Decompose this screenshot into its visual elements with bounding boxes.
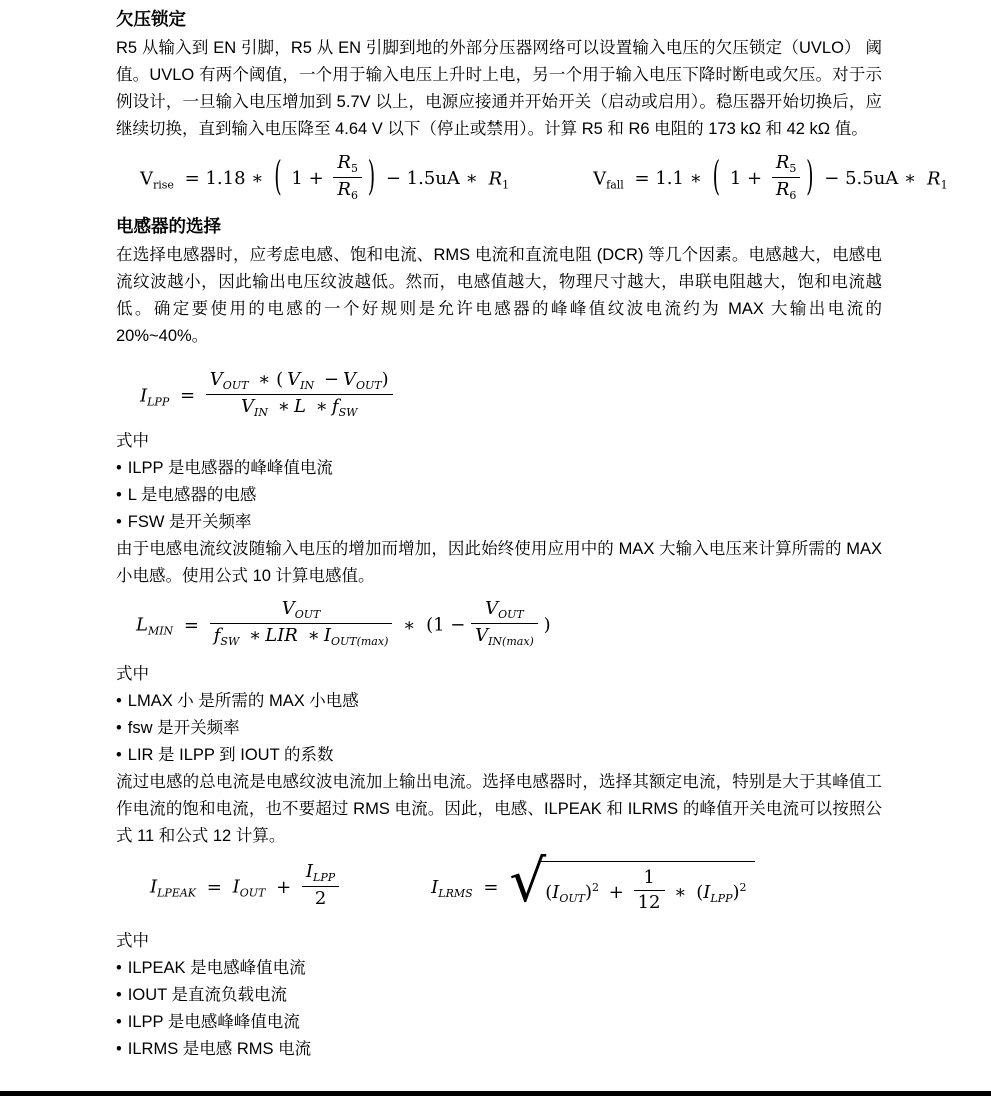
math-token: LIR [265, 625, 298, 647]
math-token: − 1.5uA ∗ [385, 168, 478, 190]
formula-lmin-row [136, 599, 882, 652]
math-token: LRMS [438, 886, 473, 900]
where-label-2: 式中 [116, 665, 149, 684]
list-item-text: fsw 是开关频率 [127, 719, 240, 738]
math-token: L [293, 395, 306, 417]
list-item [116, 982, 882, 1009]
list-item [116, 715, 882, 742]
list-item-text: IOUT 是直流负载电流 [127, 985, 287, 1004]
bullet-marker: • [116, 692, 122, 711]
math-token: I [552, 881, 560, 903]
math-token: I [431, 876, 439, 898]
bullet-marker: • [116, 985, 122, 1004]
math-token: I [305, 861, 314, 883]
math-fraction [772, 151, 801, 204]
math-token: 12 [634, 890, 665, 915]
math-token: IN(max) [488, 635, 534, 649]
math-token: OUT(max) [330, 635, 389, 649]
bullet-marker: • [116, 746, 122, 765]
math-token: V [281, 598, 295, 620]
math-token: V [287, 368, 301, 390]
math-fraction [333, 151, 362, 204]
math-token: OUT [355, 378, 382, 392]
inductor-paragraph-1: 在选择电感器时，应考虑电感、饱和电流、RMS 电流和直流电阻 (DCR) 等几个因素。电感越大，电感电流纹波越小，因此输出电压纹波越低。然而，电感值越大，物理尺寸越大，串联电阻越大，饱和电流越低。确定要使用的电感的一个好规则是允许电感器的峰峰值纹波电流约为 MAX 大输出电流的 20%~40%。 [116, 245, 882, 345]
bullet-marker: • [116, 1039, 122, 1058]
math-token [471, 597, 538, 623]
math-token: V [475, 625, 489, 647]
math-token [471, 623, 538, 650]
math-token: SW [220, 635, 240, 649]
formula-vfall [593, 153, 947, 206]
section-inductor-title: 电感器的选择 [116, 215, 221, 236]
math-token: ∗ [315, 395, 328, 417]
list-item-text: L 是电感器的电感 [127, 486, 257, 505]
math-fraction [210, 597, 393, 650]
inductor-list-1 [116, 455, 882, 536]
math-token: ) [806, 154, 814, 201]
math-token: − 5.5uA ∗ [824, 168, 917, 190]
inductor-paragraph-3: 流过电感的总电流是电感纹波电流加上输出电流。选择电感器时，选择其额定电流，特别是大于其峰值工作电流的饱和电流，也不要超过 RMS 电流。因此，电感、ILPEAK 和 ILRMS 的峰值开关电流可以按照公式 11 和公式 12 计算。 [116, 773, 882, 846]
formula-ilrms [431, 847, 754, 920]
list-item [116, 509, 882, 536]
math-token: R [775, 178, 790, 200]
math-token: 1 + [291, 168, 324, 190]
math-token: ( [274, 154, 282, 201]
math-fraction [302, 860, 339, 911]
math-token: 1 [940, 178, 948, 192]
math-token: ( [696, 881, 704, 903]
math-token: ∗ [674, 881, 687, 903]
math-token: 2 [302, 886, 339, 911]
math-token [206, 368, 393, 394]
math-token: ∗ [307, 625, 320, 647]
bullet-marker: • [116, 459, 122, 478]
math-token: MIN [147, 624, 174, 638]
math-token: ∗ ( [258, 368, 284, 390]
math-token: OUT [559, 891, 585, 905]
math-token: 5 [789, 162, 797, 175]
list-item [116, 455, 882, 482]
math-token: I [323, 625, 331, 647]
math-token: L [136, 614, 148, 636]
math-token: 6 [350, 188, 358, 202]
math-fraction [634, 866, 665, 916]
formula-vrise [140, 153, 509, 206]
math-token [210, 623, 393, 650]
math-token: V [342, 368, 356, 390]
where-label-1: 式中 [116, 432, 149, 451]
math-token: R [337, 152, 351, 173]
formula-lmin [136, 599, 551, 652]
math-token: ( [712, 154, 721, 201]
math-token: IN [300, 378, 315, 392]
math-token [772, 177, 801, 204]
math-token: I [140, 385, 148, 407]
math-token: OUT [294, 608, 321, 622]
math-token: V [593, 168, 607, 190]
bullet-marker: • [116, 1012, 122, 1031]
page-bottom-edge [0, 1091, 991, 1096]
math-token: LPP [710, 891, 733, 905]
math-token: = 1.18 ∗ [184, 168, 264, 190]
math-token: LPP [313, 871, 336, 885]
list-item [116, 688, 882, 715]
math-token: ) [585, 881, 593, 903]
math-token: V [209, 368, 223, 390]
math-token: ( [545, 881, 553, 903]
radical-sign: √ [509, 847, 547, 916]
math-token: 2 [739, 880, 747, 894]
radicand [540, 861, 754, 920]
math-token: R [337, 178, 351, 200]
math-token: ) [732, 881, 740, 903]
math-token [333, 151, 362, 177]
list-item-text: LIR 是 ILPP 到 IOUT 的系数 [127, 746, 334, 765]
uvlo-paragraph: R5 从输入到 EN 引脚，R5 从 EN 引脚到地的外部分压器网络可以设置输入电压的欠压锁定（UVLO） 阈值。UVLO 有两个阈值，一个用于输入电压上升时上电，另一个用于输入电压下降时断电或欠压。对于示例设计，一旦输入电压增加到 5.7V 以上，电源应接通并开始开关（启动或启用）。稳压器开始切换后，应继续切换，直到输入电压降至 4.64 V 以下（停止或禁用）。计算 R5 和 R6 电阻的 173 kΩ 和 42 kΩ 值。 [116, 39, 882, 138]
math-token: ) [543, 614, 551, 636]
math-token: + [608, 881, 624, 903]
math-token: I [150, 876, 158, 898]
math-token: R [488, 168, 503, 190]
math-token: 6 [789, 188, 797, 202]
inductor-paragraph-2: 由于电感电流纹波随输入电压的增加而增加，因此始终使用应用中的 MAX 大输入电压来计算所需的 MAX 小电感。使用公式 10 计算电感值。 [116, 540, 882, 586]
math-token: rise [153, 178, 174, 192]
math-token: OUT [222, 378, 249, 392]
bullet-marker: • [116, 513, 122, 532]
formula-ilpeak [150, 862, 339, 913]
page-content [116, 7, 948, 1063]
list-item [116, 1036, 882, 1063]
math-token: ∗ [277, 395, 290, 417]
bullet-marker: • [116, 958, 122, 977]
inductor-list-3 [116, 955, 882, 1063]
math-token [302, 860, 339, 886]
peak-rms-formula-row [150, 847, 882, 920]
math-token: 1 [502, 178, 510, 192]
math-token: f [331, 395, 339, 417]
list-item [116, 742, 882, 769]
list-item [116, 1009, 882, 1036]
math-token: 5 [350, 162, 358, 175]
math-token [210, 597, 393, 623]
bullet-marker: • [116, 719, 122, 738]
math-token: I [232, 876, 240, 898]
math-token: = [183, 614, 200, 636]
math-token: = [179, 385, 196, 407]
bullet-marker: • [116, 486, 122, 505]
math-token: (1 − [426, 614, 466, 636]
list-item [116, 955, 882, 982]
math-token: LPEAK [157, 886, 197, 900]
math-token: OUT [498, 608, 524, 622]
uvlo-formula-row [140, 152, 948, 206]
math-token: fall [606, 178, 624, 192]
list-item-text: ILPEAK 是电感峰值电流 [127, 958, 306, 977]
list-item-text: ILPP 是电感峰峰值电流 [127, 1012, 300, 1031]
math-token: ∗ [249, 625, 262, 647]
math-token: I [703, 881, 711, 903]
math-token: 1 + [729, 168, 763, 190]
where-label-3: 式中 [116, 931, 149, 950]
math-token: = [483, 876, 499, 898]
math-token: OUT [239, 886, 266, 900]
list-item-text: ILRMS 是电感 RMS 电流 [127, 1039, 312, 1058]
math-token: ) [381, 368, 389, 390]
math-token: ) [367, 154, 376, 201]
inductor-list-2 [116, 688, 882, 769]
math-fraction [471, 597, 538, 650]
math-token: = [206, 876, 222, 898]
math-token: = 1.1 ∗ [634, 168, 702, 190]
list-item-text: LMAX 小 是所需的 MAX 小电感 [127, 692, 359, 711]
formula-ilpp [140, 370, 393, 423]
math-fraction [206, 368, 393, 421]
square-root [509, 847, 754, 920]
math-token: LPP [147, 395, 170, 409]
list-item-text: FSW 是开关频率 [127, 513, 252, 532]
math-token [206, 394, 393, 421]
math-token: V [485, 598, 499, 620]
math-token: R [927, 168, 941, 190]
math-token: ∗ [403, 614, 416, 636]
math-token [333, 177, 362, 204]
math-token: R [775, 152, 790, 173]
formula-ilpp-row [140, 370, 882, 423]
section-uvlo-title: 欠压锁定 [116, 9, 186, 29]
math-token: 2 [592, 880, 600, 894]
math-token: f [213, 625, 221, 647]
math-token: − [323, 368, 339, 390]
math-token [772, 151, 801, 177]
list-item [116, 482, 882, 509]
list-item-text: ILPP 是电感器的峰峰值电流 [127, 459, 333, 478]
math-token: V [241, 395, 255, 417]
math-token: 1 [643, 867, 655, 889]
math-token: SW [338, 405, 358, 419]
math-token: + [276, 876, 292, 898]
math-token: IN [254, 405, 268, 419]
math-token: V [140, 168, 153, 190]
